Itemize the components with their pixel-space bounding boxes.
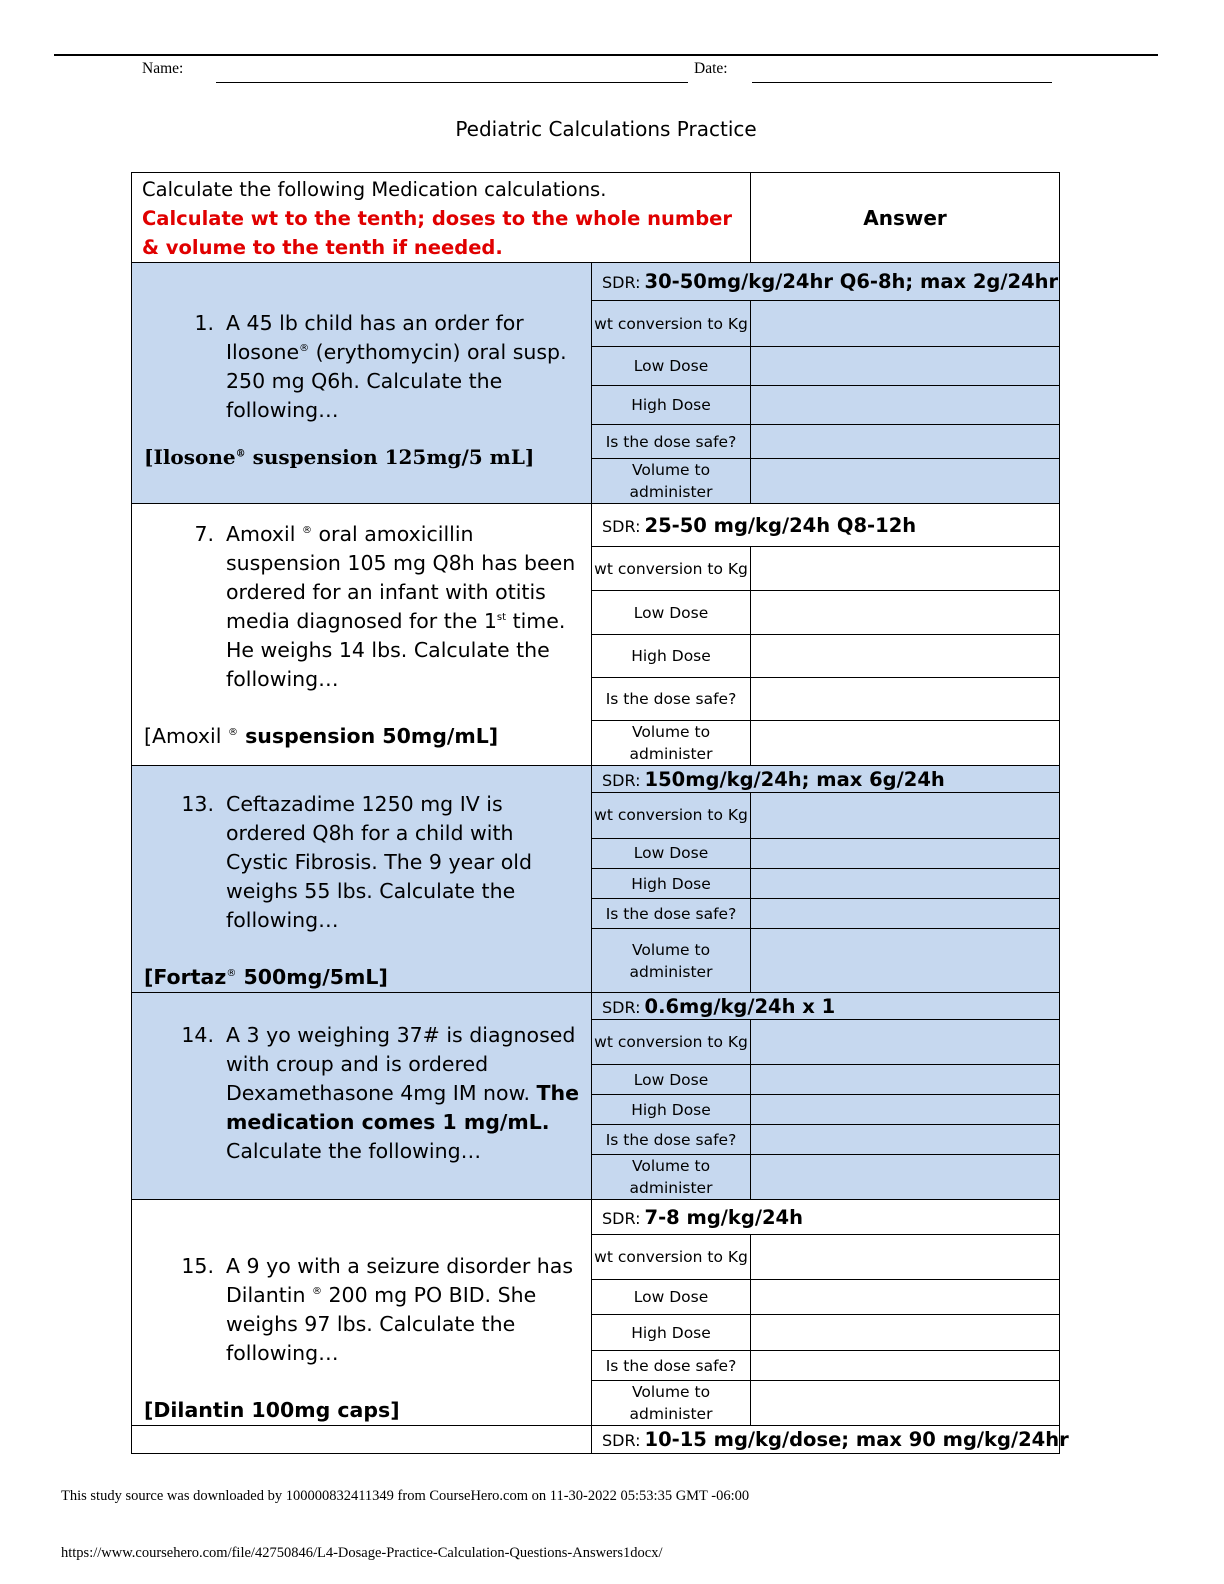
high-dose-answer[interactable]: [751, 1315, 1060, 1351]
table-header-row: [132, 173, 1060, 263]
low-dose-label: Low Dose: [592, 347, 751, 386]
low-dose-answer[interactable]: [751, 1280, 1060, 1315]
question-number: 7.: [194, 522, 214, 546]
top-rule: [54, 54, 1158, 56]
wt-conversion-label: wt conversion to Kg: [592, 301, 751, 347]
wt-conversion-answer[interactable]: [751, 301, 1060, 347]
sdr-value: 0.6mg/kg/24h x 1: [644, 994, 836, 1018]
wt-conversion-answer[interactable]: [751, 547, 1060, 591]
sdr-value: 25-50 mg/kg/24h Q8-12h: [644, 513, 917, 537]
volume-answer[interactable]: [751, 721, 1060, 766]
volume-answer[interactable]: [751, 929, 1060, 993]
q15-sdr-row: [132, 1200, 1060, 1235]
dose-safe-answer[interactable]: [751, 678, 1060, 721]
supply-info: [Dilantin 100mg caps]: [144, 1398, 400, 1422]
question-number: 13.: [181, 792, 214, 816]
dose-safe-label: Is the dose safe?: [592, 678, 751, 721]
question-text: Amoxil ® oral amoxicillin suspension 105 mg Q8h has been ordered for an infant with otitis media diagnosed for the 1st time. He weighs 14 lbs. Calculate the following…: [226, 522, 576, 691]
high-dose-label: High Dose: [592, 386, 751, 425]
dose-safe-label: Is the dose safe?: [592, 425, 751, 459]
sdr-cell: SDR: 30-50mg/kg/24hr Q6-8h; max 2g/24hr: [592, 263, 1060, 301]
low-dose-answer[interactable]: [751, 347, 1060, 386]
low-dose-answer[interactable]: [751, 838, 1060, 868]
sdr-value: 150mg/kg/24h; max 6g/24h: [644, 767, 945, 791]
high-dose-label: High Dose: [592, 635, 751, 678]
volume-answer[interactable]: [751, 1155, 1060, 1200]
source-url[interactable]: https://www.coursehero.com/file/42750846/L4-Dosage-Practice-Calculation-Questions-Answers1docx/: [61, 1545, 663, 1561]
volume-label: Volume to administer: [592, 1381, 751, 1426]
high-dose-label: High Dose: [592, 1095, 751, 1125]
q13-sdr-row: [132, 766, 1060, 793]
high-dose-label: High Dose: [592, 868, 751, 898]
sdr-cell: SDR: 0.6mg/kg/24h x 1: [592, 993, 1060, 1020]
name-label: Name:: [142, 60, 184, 77]
wt-conversion-answer[interactable]: [751, 1020, 1060, 1065]
instructions-cell: [132, 173, 751, 263]
wt-conversion-label: wt conversion to Kg: [592, 1235, 751, 1280]
question-14-cell: [132, 993, 592, 1200]
dose-safe-label: Is the dose safe?: [592, 899, 751, 929]
date-field-line[interactable]: [752, 82, 1052, 83]
supply-info: [Amoxil ® suspension 50mg/mL]: [144, 724, 499, 748]
wt-conversion-label: wt conversion to Kg: [592, 547, 751, 591]
question-text: A 3 yo weighing 37# is diagnosed with croup and is ordered Dexamethasone 4mg IM now. The medication comes 1 mg/mL. Calculate the following…: [226, 1023, 579, 1163]
sdr-cell: SDR: 25-50 mg/kg/24h Q8-12h: [592, 504, 1060, 547]
volume-label: Volume to administer: [592, 721, 751, 766]
question-number: 14.: [181, 1023, 214, 1047]
dose-safe-answer[interactable]: [751, 1351, 1060, 1381]
wt-conversion-answer[interactable]: [751, 1235, 1060, 1280]
low-dose-label: Low Dose: [592, 591, 751, 635]
question-7-cell: [132, 504, 592, 766]
name-field-line[interactable]: [216, 82, 688, 83]
dose-safe-answer[interactable]: [751, 899, 1060, 929]
supply-info: [Ilosone® suspension 125mg/5 mL]: [144, 445, 535, 469]
dose-safe-label: Is the dose safe?: [592, 1351, 751, 1381]
high-dose-answer[interactable]: [751, 868, 1060, 898]
question-number: 1.: [194, 311, 214, 335]
low-dose-answer[interactable]: [751, 591, 1060, 635]
sdr-value: 10-15 mg/kg/dose; max 90 mg/kg/24hr: [644, 1428, 1069, 1451]
answer-header: Answer: [751, 173, 1060, 263]
sdr-cell: SDR: 7-8 mg/kg/24h: [592, 1200, 1060, 1235]
question-text: A 45 lb child has an order for Ilosone® (erythomycin) oral susp. 250 mg Q6h. Calculate the following…: [226, 311, 567, 422]
low-dose-label: Low Dose: [592, 838, 751, 868]
volume-answer[interactable]: [751, 459, 1060, 504]
dose-safe-answer[interactable]: [751, 1125, 1060, 1155]
low-dose-answer[interactable]: [751, 1065, 1060, 1095]
volume-label: Volume to administer: [592, 459, 751, 504]
high-dose-label: High Dose: [592, 1315, 751, 1351]
dose-safe-answer[interactable]: [751, 425, 1060, 459]
question-number: 15.: [181, 1254, 214, 1278]
sdr-value: 30-50mg/kg/24hr Q6-8h; max 2g/24hr: [644, 270, 1059, 293]
wt-conversion-label: wt conversion to Kg: [592, 793, 751, 838]
question-13-cell: [132, 766, 592, 993]
question-15-cell: [132, 1200, 592, 1426]
sdr-cell: SDR: 10-15 mg/kg/dose; max 90 mg/kg/24hr: [592, 1426, 1060, 1454]
q7-sdr-row: [132, 504, 1060, 547]
question-1-cell: [132, 263, 592, 504]
volume-label: Volume to administer: [592, 1155, 751, 1200]
source-note: This study source was downloaded by 100000832411349 from CourseHero.com on 11-30-2022 05:53:35 GMT -06:00: [61, 1488, 750, 1504]
high-dose-answer[interactable]: [751, 1095, 1060, 1125]
sdr-value: 7-8 mg/kg/24h: [644, 1205, 803, 1229]
question-text: A 9 yo with a seizure disorder has Dilantin ® 200 mg PO BID. She weighs 97 lbs. Calculate the following…: [226, 1254, 574, 1365]
q1-sdr-row: [132, 263, 1060, 301]
supply-info: [Fortaz® 500mg/5mL]: [144, 965, 388, 989]
date-label: Date:: [694, 60, 728, 77]
wt-conversion-answer[interactable]: [751, 793, 1060, 838]
last-sdr-row: [132, 1426, 1060, 1454]
page-title: Pediatric Calculations Practice: [455, 117, 757, 141]
question-text: Ceftazadime 1250 mg IV is ordered Q8h for a child with Cystic Fibrosis. The 9 year old weighs 55 lbs. Calculate the following…: [226, 792, 532, 932]
empty-question-cell: [132, 1426, 592, 1454]
low-dose-label: Low Dose: [592, 1065, 751, 1095]
instruction-text: Calculate the following Medication calculations.: [142, 178, 607, 201]
wt-conversion-label: wt conversion to Kg: [592, 1020, 751, 1065]
dose-safe-label: Is the dose safe?: [592, 1125, 751, 1155]
low-dose-label: Low Dose: [592, 1280, 751, 1315]
calculation-table: [131, 172, 1069, 1454]
high-dose-answer[interactable]: [751, 635, 1060, 678]
sdr-cell: SDR: 150mg/kg/24h; max 6g/24h: [592, 766, 1060, 793]
volume-label: Volume to administer: [592, 929, 751, 993]
high-dose-answer[interactable]: [751, 386, 1060, 425]
rounding-note: Calculate wt to the tenth; doses to the whole number & volume to the tenth if needed.: [142, 207, 733, 259]
q14-sdr-row: [132, 993, 1060, 1020]
volume-answer[interactable]: [751, 1381, 1060, 1426]
